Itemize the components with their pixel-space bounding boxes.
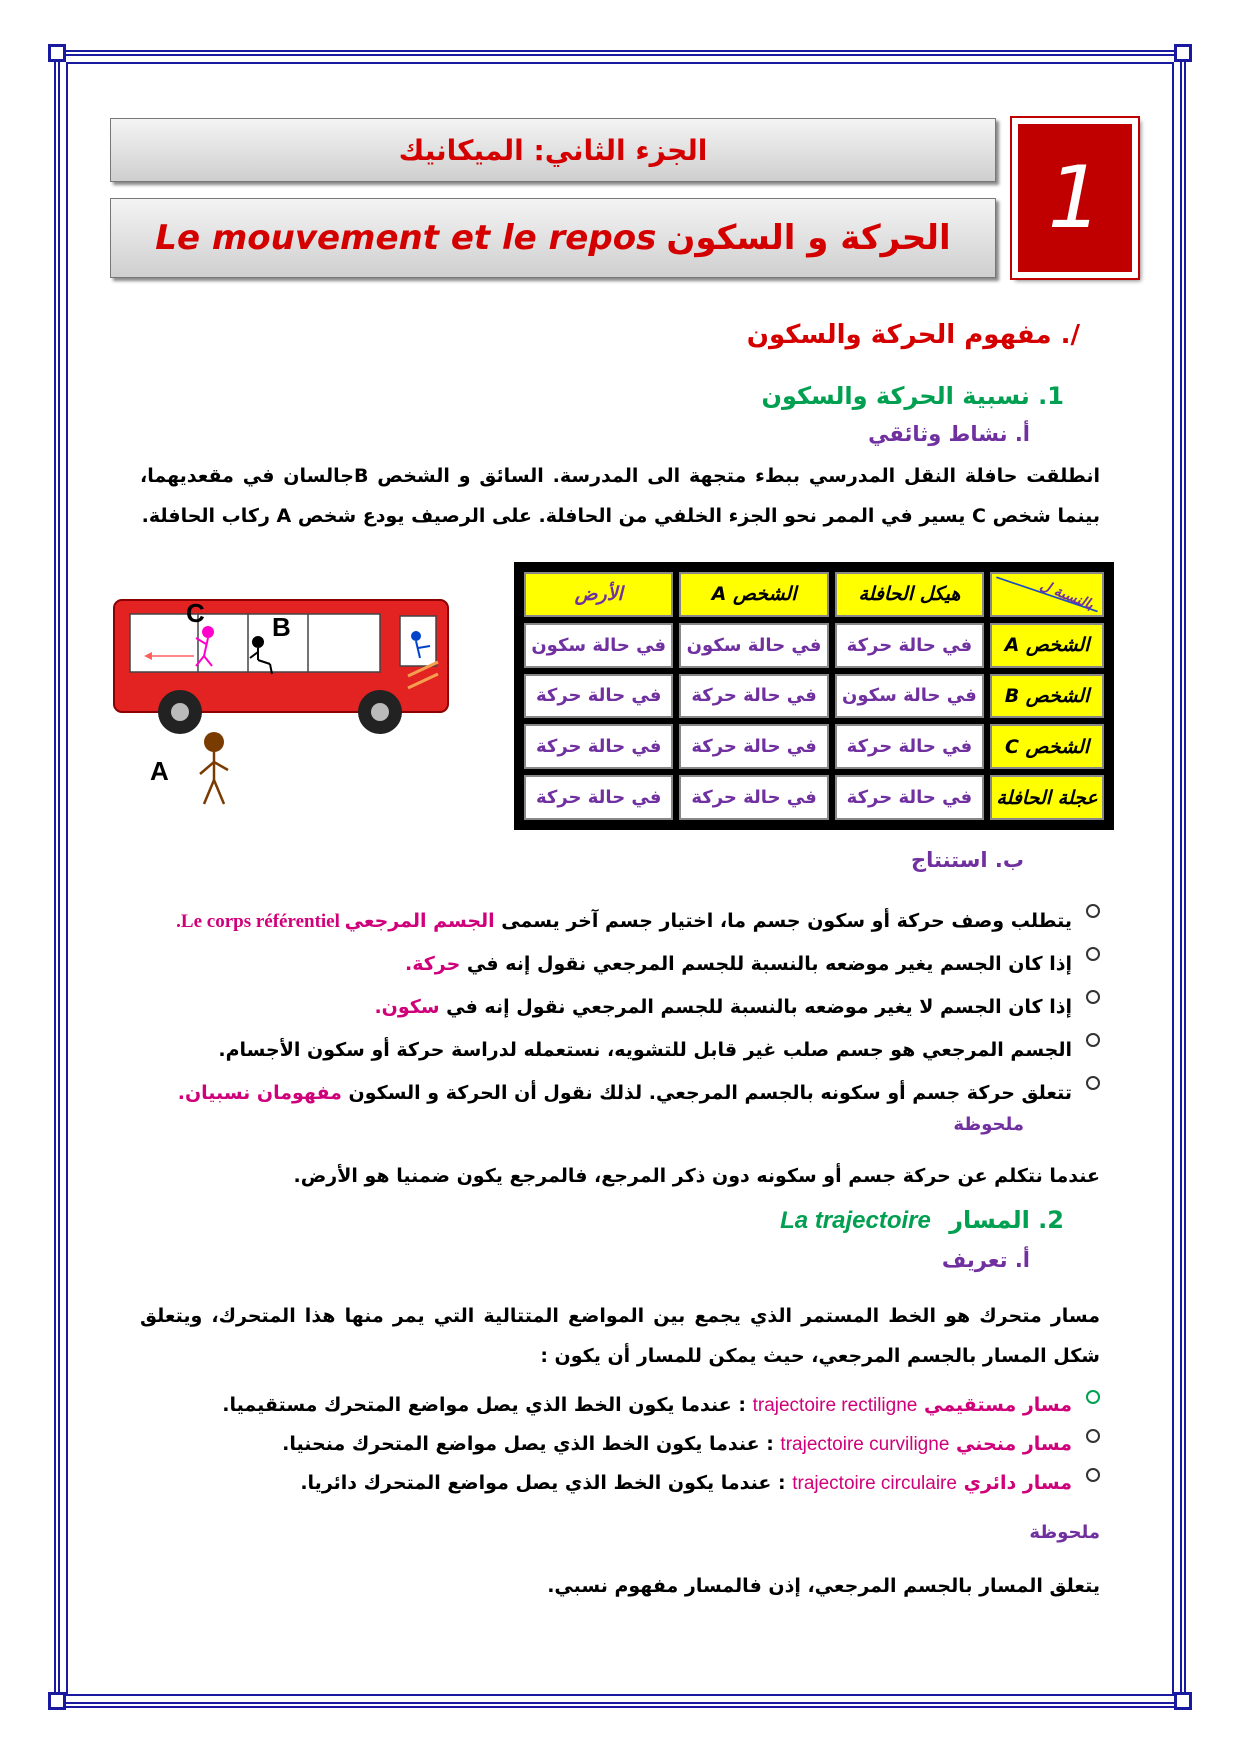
- lesson-title-ar: الحركة و السكون: [666, 218, 951, 258]
- list-item: مسار مستقيمي trajectoire rectiligne : عندما يكون الخط الذي يصل مواضع المتحرك مستقيميا.: [140, 1386, 1100, 1425]
- row-header: الشخص A: [990, 623, 1104, 668]
- conclusion-list: [140, 900, 1100, 1115]
- border-corner: [1174, 1692, 1192, 1710]
- table-cell: في حالة سكون: [524, 623, 673, 668]
- list-item: مسار دائري trajectoire circulaire : عندما يكون الخط الذي يصل مواضع المتحرك دائريا.: [140, 1464, 1100, 1503]
- col-header: هيكل الحافلة: [835, 572, 984, 617]
- table-cell: في حالة حركة: [679, 775, 828, 820]
- note-text-2: يتعلق المسار بالجسم المرجعي، إذن فالمسار مفهوم نسبي.: [547, 1575, 1100, 1597]
- activity-text: انطلقت حافلة النقل المدرسي ببطء متجهة الى المدرسة. السائق و الشخص Bجالسان في مقعديهما، بينما شخص C يسير في الممر نحو الجزء الخلفي من الحافلة. على الرصيف يودع شخص A ركاب الحافلة.: [140, 465, 1100, 527]
- part-title-text: الجزء الثاني: الميكانيك: [398, 133, 708, 167]
- row-header: الشخص C: [990, 724, 1104, 769]
- table-cell: في حالة سكون: [835, 674, 984, 719]
- section2-heading: 2. المسار La trajectoire: [780, 1206, 1064, 1234]
- table-row: [524, 724, 1104, 769]
- activity-heading: أ. نشاط وثائقي: [868, 422, 1030, 446]
- table-corner: بالنسبة ل: [990, 572, 1104, 617]
- label-c: C: [186, 598, 205, 628]
- row-header: الشخص B: [990, 674, 1104, 719]
- bus-door: [400, 616, 436, 666]
- table-row: [524, 674, 1104, 719]
- label-b: B: [272, 612, 291, 642]
- list-item: إذا كان الجسم يغير موضعه بالنسبة للجسم المرجعي نقول إنه في حركة.: [140, 943, 1100, 986]
- table-row: [524, 623, 1104, 668]
- section1-heading: /. مفهوم الحركة والسكون: [746, 320, 1080, 350]
- table-cell: في حالة حركة: [524, 724, 673, 769]
- note-heading-2: ملحوظة: [1029, 1522, 1100, 1543]
- table-cell: في حالة حركة: [835, 775, 984, 820]
- definition-text: مسار متحرك هو الخط المستمر الذي يجمع بين المواضع المتتالية التي يمر منها هذا المتحرك، ويتعلق شكل المسار بالجسم المرجعي، حيث يمكن للمسار أن يكون :: [140, 1305, 1100, 1367]
- border-corner: [48, 1692, 66, 1710]
- col-header: الشخص A: [679, 572, 828, 617]
- border-corner: [48, 44, 66, 62]
- table-cell: في حالة حركة: [679, 724, 828, 769]
- list-item: الجسم المرجعي هو جسم صلب غير قابل للتشويه، نستعمله لدراسة حركة أو سكون الأجسام.: [140, 1029, 1100, 1072]
- table-row: [524, 775, 1104, 820]
- list-item: مسار منحني trajectoire curviligne : عندما يكون الخط الذي يصل مواضع المتحرك منحنيا.: [140, 1425, 1100, 1464]
- table-cell: في حالة سكون: [679, 623, 828, 668]
- table-cell: في حالة حركة: [524, 674, 673, 719]
- label-a: A: [150, 756, 169, 786]
- lesson-title-fr: Le mouvement et le repos: [155, 218, 657, 258]
- list-item: تتعلق حركة جسم أو سكونه بالجسم المرجعي. لذلك نقول أن الحركة و السكون مفهومان نسبيان.: [140, 1072, 1100, 1115]
- col-header: الأرض: [524, 572, 673, 617]
- table-cell: في حالة حركة: [835, 623, 984, 668]
- relativity-table: [514, 562, 1114, 830]
- section1-sub1: 1. نسبية الحركة والسكون: [761, 382, 1064, 410]
- definition-heading: أ. تعريف: [941, 1248, 1030, 1272]
- list-item: يتطلب وصف حركة أو سكون جسم ما، اختيار جسم آخر يسمى الجسم المرجعي Le corps référentiel.: [140, 900, 1100, 943]
- table-cell: في حالة حركة: [835, 724, 984, 769]
- lesson-number: 1: [1047, 148, 1103, 248]
- table-cell: في حالة حركة: [524, 775, 673, 820]
- note-text-1: عندما نتكلم عن حركة جسم أو سكونه دون ذكر المرجع، فالمرجع يكون ضمنيا هو الأرض.: [293, 1165, 1100, 1187]
- note-heading-1: ملحوظة: [953, 1114, 1024, 1135]
- border-corner: [1174, 44, 1192, 62]
- bus-figure: [108, 594, 458, 814]
- lesson-number-badge: [1012, 118, 1138, 278]
- list-item: إذا كان الجسم لا يغير موضعه بالنسبة للجسم المرجعي نقول إنه في سكون.: [140, 986, 1100, 1029]
- conclusion-heading: ب. استنتاج: [911, 848, 1024, 872]
- part-title: [110, 118, 996, 182]
- row-header: عجلة الحافلة: [990, 775, 1104, 820]
- table-cell: في حالة حركة: [679, 674, 828, 719]
- lesson-title: [110, 198, 996, 278]
- trajectory-list: [140, 1386, 1100, 1503]
